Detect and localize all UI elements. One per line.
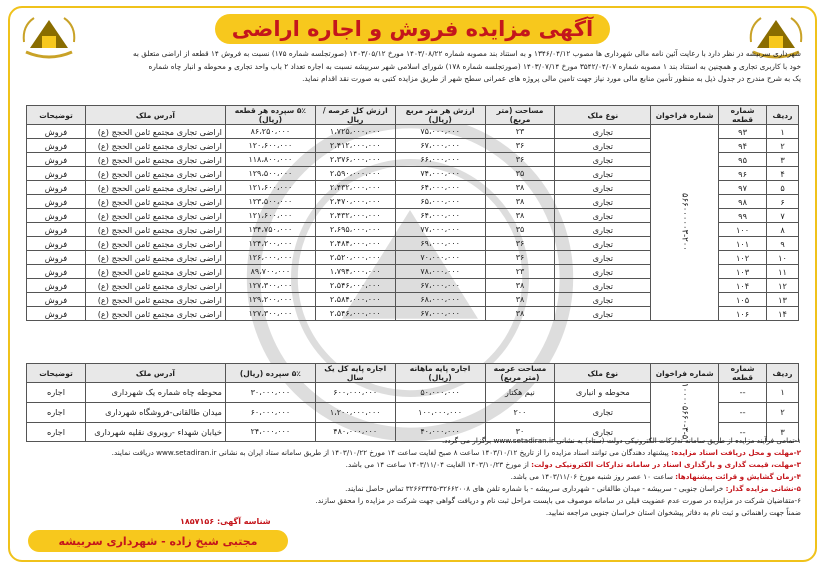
table-cell: ۱۰۶	[719, 307, 767, 321]
table-cell: ۱۰۰	[719, 223, 767, 237]
table-cell: اراضی تجاری مجتمع ثامن الحجج (ع)	[85, 265, 225, 279]
table-cell: ۶۷،۰۰۰،۰۰۰	[395, 279, 485, 293]
notes	[24, 435, 801, 519]
table-cell: اجاره	[27, 422, 86, 442]
table-cell: ۳۸	[485, 195, 555, 209]
table-cell: ۳۰	[485, 422, 555, 442]
table-cell: --	[719, 402, 767, 422]
column-header: ارزش کل عرصه /ریال	[315, 106, 395, 125]
table-cell: فروش	[27, 293, 86, 307]
table-cell: ۳۶	[485, 153, 555, 167]
rent-table	[26, 363, 799, 442]
table-cell: ۶۰،۰۰۰،۰۰۰	[225, 402, 315, 422]
table-cell: ۷۷،۰۰۰،۰۰۰	[395, 223, 485, 237]
table-cell: اراضی تجاری مجتمع ثامن الحجج (ع)	[85, 167, 225, 181]
table-cell: ۲،۵۲۰،۰۰۰،۰۰۰	[315, 251, 395, 265]
table-cell: ۱۱۸،۸۰۰،۰۰۰	[225, 153, 315, 167]
column-header: ارزش هر متر مربع (ریال)	[395, 106, 485, 125]
table-cell: ۹۳	[719, 125, 767, 139]
table-cell: ۳۰،۰۰۰،۰۰۰	[225, 383, 315, 403]
table-cell: ۷۸،۰۰۰،۰۰۰	[395, 265, 485, 279]
table-cell: ۱۲۰،۶۰۰،۰۰۰	[225, 139, 315, 153]
table-cell: ۲،۴۱۲،۰۰۰،۰۰۰	[315, 139, 395, 153]
table-cell: ۸۶،۲۵۰،۰۰۰	[225, 125, 315, 139]
note-text: پیشنهاد دهندگان می توانند اسناد مزایده را از تاریخ ۱۴۰۳/۱۰/۱۲ ساعت ۸ صبح لغایت ساعت ۱۴ مورخ ۱۴۰۳/۱۰/۲۲ از طریق سامانه ستاد ایران به نشانی www.setadiran.ir دریافت نمایند.	[111, 448, 672, 457]
table-cell: میدان طالقانی-فروشگاه شهرداری	[85, 402, 225, 422]
table-cell: فروش	[27, 209, 86, 223]
column-header: آدرس ملک	[85, 106, 225, 125]
table-cell: ۱۲۳،۵۰۰،۰۰۰	[225, 195, 315, 209]
column-header: شماره فراخوان	[651, 364, 719, 383]
note-label: ۳-مهلت، قیمت گذاری و بارگذاری اسناد در سامانه تدارکات الکترونیکی دولت:	[531, 460, 801, 469]
call-number-cell	[651, 125, 719, 321]
table-cell: ۹۸	[719, 195, 767, 209]
table-cell: ۴۰،۰۰۰،۰۰۰	[395, 422, 485, 442]
note-label: ۵-نشانی مزایده گذار:	[725, 484, 801, 493]
column-header: مساحت (متر مربع)	[485, 106, 555, 125]
column-header: ردیف	[767, 106, 799, 125]
table-cell: ۳۸	[485, 209, 555, 223]
table-cell: ۱۲۷،۳۰۰،۰۰۰	[225, 307, 315, 321]
column-header: ۵٪ سپرده (ریال)	[225, 364, 315, 383]
table-cell: اراضی تجاری مجتمع ثامن الحجج (ع)	[85, 223, 225, 237]
table-cell: ۲،۳۷۶،۰۰۰،۰۰۰	[315, 153, 395, 167]
note-line	[24, 447, 801, 459]
table-cell: ۹	[767, 237, 799, 251]
table-cell: ۱،۷۲۵،۰۰۰،۰۰۰	[315, 125, 395, 139]
table-cell: ۳۵	[485, 167, 555, 181]
table-cell: تجاری	[555, 402, 651, 422]
table-cell: اجاره	[27, 402, 86, 422]
table-cell: ۱	[767, 125, 799, 139]
table-cell: ۲،۵۹۰،۰۰۰،۰۰۰	[315, 167, 395, 181]
note-line	[24, 483, 801, 495]
table-cell: ۱۲	[767, 279, 799, 293]
table-cell: خیابان شهداء -روبروی نقلیه شهرداری	[85, 422, 225, 442]
table-cell: ۸	[767, 223, 799, 237]
table-cell: ۲۴،۰۰۰،۰۰۰	[225, 422, 315, 442]
table-cell: ۳۶	[485, 139, 555, 153]
table-cell: فروش	[27, 279, 86, 293]
table-cell: ۱۰۳	[719, 265, 767, 279]
table-cell: ۷	[767, 209, 799, 223]
table-cell: ۹۷	[719, 181, 767, 195]
table-cell: ۱۰۱	[719, 237, 767, 251]
table-cell: ۶۷،۰۰۰،۰۰۰	[395, 307, 485, 321]
column-header: ردیف	[767, 364, 799, 383]
table-cell: ۱،۷۹۴،۰۰۰،۰۰۰	[315, 265, 395, 279]
table-cell: فروش	[27, 307, 86, 321]
note-label: ۴-زمان گشایش و قرائت پیشنهادها:	[675, 472, 801, 481]
table-cell: اراضی تجاری مجتمع ثامن الحجج (ع)	[85, 125, 225, 139]
note-text: ساعت ۱۰ عصر روز شنبه مورخ ۱۴۰۳/۱۱/۰۶ می باشد.	[510, 472, 676, 481]
table-cell: --	[719, 422, 767, 442]
table-cell: تجاری	[555, 293, 651, 307]
note-line	[24, 471, 801, 483]
note-text: ضمناً جهت راهنمائی و ثبت نام به دفاتر پیشخوان استان خراسان جنوبی مراجعه نمایید.	[545, 508, 801, 517]
table-cell: محوطه و انباری	[555, 383, 651, 403]
table-cell: فروش	[27, 167, 86, 181]
table-cell: تجاری	[555, 125, 651, 139]
table-cell: اراضی تجاری مجتمع ثامن الحجج (ع)	[85, 139, 225, 153]
column-header: ۵٪ سپرده هر قطعه (ریال)	[225, 106, 315, 125]
column-header: شماره قطعه	[719, 106, 767, 125]
table-cell: تجاری	[555, 153, 651, 167]
page-title: آگهی مزایده فروش و اجاره اراضی	[231, 17, 594, 41]
table-cell: ۲،۴۳۲،۰۰۰،۰۰۰	[315, 209, 395, 223]
table-cell: محوطه چاه شماره یک شهرداری	[85, 383, 225, 403]
table-cell: تجاری	[555, 167, 651, 181]
column-header: اجاره پایه ماهانه (ریال)	[395, 364, 485, 383]
table-cell: ۲،۴۳۲،۰۰۰،۰۰۰	[315, 181, 395, 195]
call-number-cell	[651, 383, 719, 442]
table-cell: ۱۰۴	[719, 279, 767, 293]
table-cell: ۳	[767, 153, 799, 167]
table-cell: ۳۸	[485, 279, 555, 293]
sale-table-header	[27, 106, 799, 125]
table-cell: ۶۷،۰۰۰،۰۰۰	[395, 139, 485, 153]
table-cell: تجاری	[555, 195, 651, 209]
table-cell: اراضی تجاری مجتمع ثامن الحجج (ع)	[85, 251, 225, 265]
table-cell: ۱۱	[767, 265, 799, 279]
table-cell: فروش	[27, 265, 86, 279]
table-cell: ۹۴	[719, 139, 767, 153]
title-banner	[215, 14, 610, 44]
note-text: ۱-تمامی فرآیند مزایده از طریق سامانه تدارکات الکترونیکی دولت (ستاد) به نشانی www.setadiran.ir برگزار می گردد.	[441, 436, 801, 445]
column-header: توضیحات	[27, 106, 86, 125]
signature-banner	[28, 530, 288, 552]
table-cell: ۶	[767, 195, 799, 209]
column-header: شماره قطعه	[719, 364, 767, 383]
table-cell: فروش	[27, 153, 86, 167]
table-cell: فروش	[27, 251, 86, 265]
intro-line: یک به شرح مندرج در جدول ذیل به منظور تأمین منابع مالی مورد نیاز جهت تامین مالی پروژه های عمرانی سطح شهر از طریق مزایده کتبی به صورت نقد اقدام نماید.	[302, 74, 801, 83]
column-header: اجاره پایه کل یک سال	[315, 364, 395, 383]
table-cell: فروش	[27, 237, 86, 251]
table-cell: تجاری	[555, 251, 651, 265]
table-cell: اراضی تجاری مجتمع ثامن الحجج (ع)	[85, 153, 225, 167]
sale-table	[26, 105, 799, 321]
table-cell: ۳۵	[485, 223, 555, 237]
table-cell: اراضی تجاری مجتمع ثامن الحجج (ع)	[85, 237, 225, 251]
table-cell: تجاری	[555, 209, 651, 223]
table-cell: فروش	[27, 125, 86, 139]
table-cell: اجاره	[27, 383, 86, 403]
table-cell: ۵۰،۰۰۰،۰۰۰	[395, 383, 485, 403]
table-cell: ۱	[767, 383, 799, 403]
table-cell: اراضی تجاری مجتمع ثامن الحجج (ع)	[85, 209, 225, 223]
table-cell: ۶۶،۰۰۰،۰۰۰	[395, 153, 485, 167]
table-cell: ۱۲۷،۳۰۰،۰۰۰	[225, 279, 315, 293]
table-cell: فروش	[27, 223, 86, 237]
table-cell: ۵	[767, 181, 799, 195]
table-cell: ۱۰۲	[719, 251, 767, 265]
note-line	[24, 435, 801, 447]
note-line	[24, 495, 801, 507]
column-header: مساحت عرصه (متر مربع)	[485, 364, 555, 383]
note-text: خراسان جنوبی - سربیشه - میدان طالقانی - شهرداری سربیشه - با شماره تلفن های ۳۲۶۶۲۰۰۸-۳۲۶۶۳۴۴۵ تماس حاصل نمایند.	[345, 484, 726, 493]
table-cell: ۳	[767, 422, 799, 442]
table-cell: ۳۸	[485, 307, 555, 321]
auction-notice	[8, 6, 817, 562]
table-cell: تجاری	[555, 265, 651, 279]
note-text: ۶-متقاضیان شرکت در مزایده در صورت عدم عضویت قبلی در سامانه موصوف می بایست مراحل ثبت نام و دریافت گواهی جهت شرکت در مزایده را محقق سازند.	[315, 496, 801, 505]
table-cell: ۹۵	[719, 153, 767, 167]
table-cell: ۲۰۰	[485, 402, 555, 422]
column-header: شماره فراخوان	[651, 106, 719, 125]
table-cell: ۲۳	[485, 125, 555, 139]
table-cell: ۳۸	[485, 293, 555, 307]
table-cell: ۱۲۴،۲۰۰،۰۰۰	[225, 237, 315, 251]
table-cell: ۳۸	[485, 181, 555, 195]
table-cell: ۱۲۶،۰۰۰،۰۰۰	[225, 251, 315, 265]
table-cell: تجاری	[555, 422, 651, 442]
table-cell: ۶۴،۰۰۰،۰۰۰	[395, 181, 485, 195]
table-cell: ۲۳	[485, 265, 555, 279]
table-cell: فروش	[27, 181, 86, 195]
table-cell: ۲،۵۴۶،۰۰۰،۰۰۰	[315, 279, 395, 293]
table-cell: ۱۰۰،۰۰۰،۰۰۰	[395, 402, 485, 422]
note-line	[24, 459, 801, 471]
table-cell: اراضی تجاری مجتمع ثامن الحجج (ع)	[85, 293, 225, 307]
table-cell: تجاری	[555, 279, 651, 293]
table-cell: ۱۳۴،۷۵۰،۰۰۰	[225, 223, 315, 237]
table-cell: ۱۲۹،۲۰۰،۰۰۰	[225, 293, 315, 307]
table-cell: ۴۸۰،۰۰۰،۰۰۰	[315, 422, 395, 442]
table-cell: ۴	[767, 167, 799, 181]
table-cell: فروش	[27, 139, 86, 153]
table-cell: ۳۶	[485, 251, 555, 265]
column-header: نوع ملک	[555, 364, 651, 383]
table-cell: ۶۸،۰۰۰،۰۰۰	[395, 293, 485, 307]
table-cell: اراضی تجاری مجتمع ثامن الحجج (ع)	[85, 279, 225, 293]
table-cell: ۱۳	[767, 293, 799, 307]
table-cell: ۲،۶۹۵،۰۰۰،۰۰۰	[315, 223, 395, 237]
call-number: ۵۶۶۰۰۰۰۰۳-۲۰۰	[679, 192, 690, 251]
table-cell: ۱۰	[767, 251, 799, 265]
call-number: ۱۰۰۰۰۵۶۶۰-۳-۵	[679, 383, 690, 440]
table-cell: اراضی تجاری مجتمع ثامن الحجج (ع)	[85, 307, 225, 321]
table-cell: تجاری	[555, 139, 651, 153]
table-cell: ۲،۴۷۰،۰۰۰،۰۰۰	[315, 195, 395, 209]
sale-row	[27, 125, 799, 139]
table-cell: ۶۰۰،۰۰۰،۰۰۰	[315, 383, 395, 403]
table-cell: اراضی تجاری مجتمع ثامن الحجج (ع)	[85, 181, 225, 195]
column-header: توضیحات	[27, 364, 86, 383]
table-cell: ۲	[767, 139, 799, 153]
signature: مجتبی شیخ زاده - شهرداری سربیشه	[58, 534, 258, 548]
table-cell: ۱۲۱،۶۰۰،۰۰۰	[225, 181, 315, 195]
table-cell: ۱۲۱،۶۰۰،۰۰۰	[225, 209, 315, 223]
table-cell: ۷۴،۰۰۰،۰۰۰	[395, 167, 485, 181]
note-label: ۲-مهلت و محل دریافت اسناد مزایده:	[671, 448, 801, 457]
table-cell: ۱۰۵	[719, 293, 767, 307]
table-cell: ۶۴،۰۰۰،۰۰۰	[395, 209, 485, 223]
table-cell: ۱۲۹،۵۰۰،۰۰۰	[225, 167, 315, 181]
table-cell: --	[719, 383, 767, 403]
table-cell: ۱،۲۰۰،۰۰۰،۰۰۰	[315, 402, 395, 422]
table-cell: ۱۴	[767, 307, 799, 321]
table-cell: ۲،۴۸۴،۰۰۰،۰۰۰	[315, 237, 395, 251]
table-cell: ۷۵،۰۰۰،۰۰۰	[395, 125, 485, 139]
table-cell: ۹۶	[719, 167, 767, 181]
table-cell: تجاری	[555, 181, 651, 195]
rent-table-header	[27, 364, 799, 383]
table-cell: ۳۶	[485, 237, 555, 251]
intro-text	[24, 48, 801, 86]
table-cell: ۶۹،۰۰۰،۰۰۰	[395, 237, 485, 251]
column-header: آدرس ملک	[85, 364, 225, 383]
note-text: از مورخ ۱۴۰۳/۱۰/۲۳ الغایت ۱۴۰۳/۱۱/۰۴ ساعت ۱۴ می باشد.	[345, 460, 532, 469]
table-cell: ۲،۵۴۶،۰۰۰،۰۰۰	[315, 307, 395, 321]
table-cell: ۸۹،۷۰۰،۰۰۰	[225, 265, 315, 279]
table-cell: تجاری	[555, 237, 651, 251]
table-cell: ۶۵،۰۰۰،۰۰۰	[395, 195, 485, 209]
table-cell: تجاری	[555, 307, 651, 321]
intro-line: خود با کاربری تجاری و همچنین به استناد بند ۱ مصوبه شماره ۳۵۴۲/۰۴/۰۷ مورخ ۱۴۰۳/۰۷/۱۴ (صورتجلسه شماره ۱۷۸) شورای اسلامی شهر سربیشه نسبت به اجاره تعداد ۲ باب واحد تجاری و محوطه و انبار چاه شماره	[148, 61, 801, 71]
ad-id: شناسه آگهی: ۱۸۵۷۱۵۶	[180, 517, 271, 526]
table-cell: فروش	[27, 195, 86, 209]
table-cell: اراضی تجاری مجتمع ثامن الحجج (ع)	[85, 195, 225, 209]
note-line	[24, 507, 801, 519]
table-cell: ۷۰،۰۰۰،۰۰۰	[395, 251, 485, 265]
intro-line: شهرداری سربیشه در نظر دارد با رعایت آئین نامه مالی شهرداری ها مصوب ۱۳۴۶/۰۴/۱۲ و به استناد بند مصوبه شماره ۱۴۰۳/۰۸/۲۲ مورخ ۱۴۰۳/۰۵/۱۲ (صورتجلسه شماره ۱۷۵) نسبت به فروش ۱۴ قطعه از اراضی متعلق به	[132, 49, 801, 58]
table-cell: ۲،۵۸۴،۰۰۰،۰۰۰	[315, 293, 395, 307]
table-cell: ۹۹	[719, 209, 767, 223]
table-cell: تجاری	[555, 223, 651, 237]
column-header: نوع ملک	[555, 106, 651, 125]
table-cell: ۲	[767, 402, 799, 422]
rent-row	[27, 383, 799, 403]
table-cell: نیم هکتار	[485, 383, 555, 403]
